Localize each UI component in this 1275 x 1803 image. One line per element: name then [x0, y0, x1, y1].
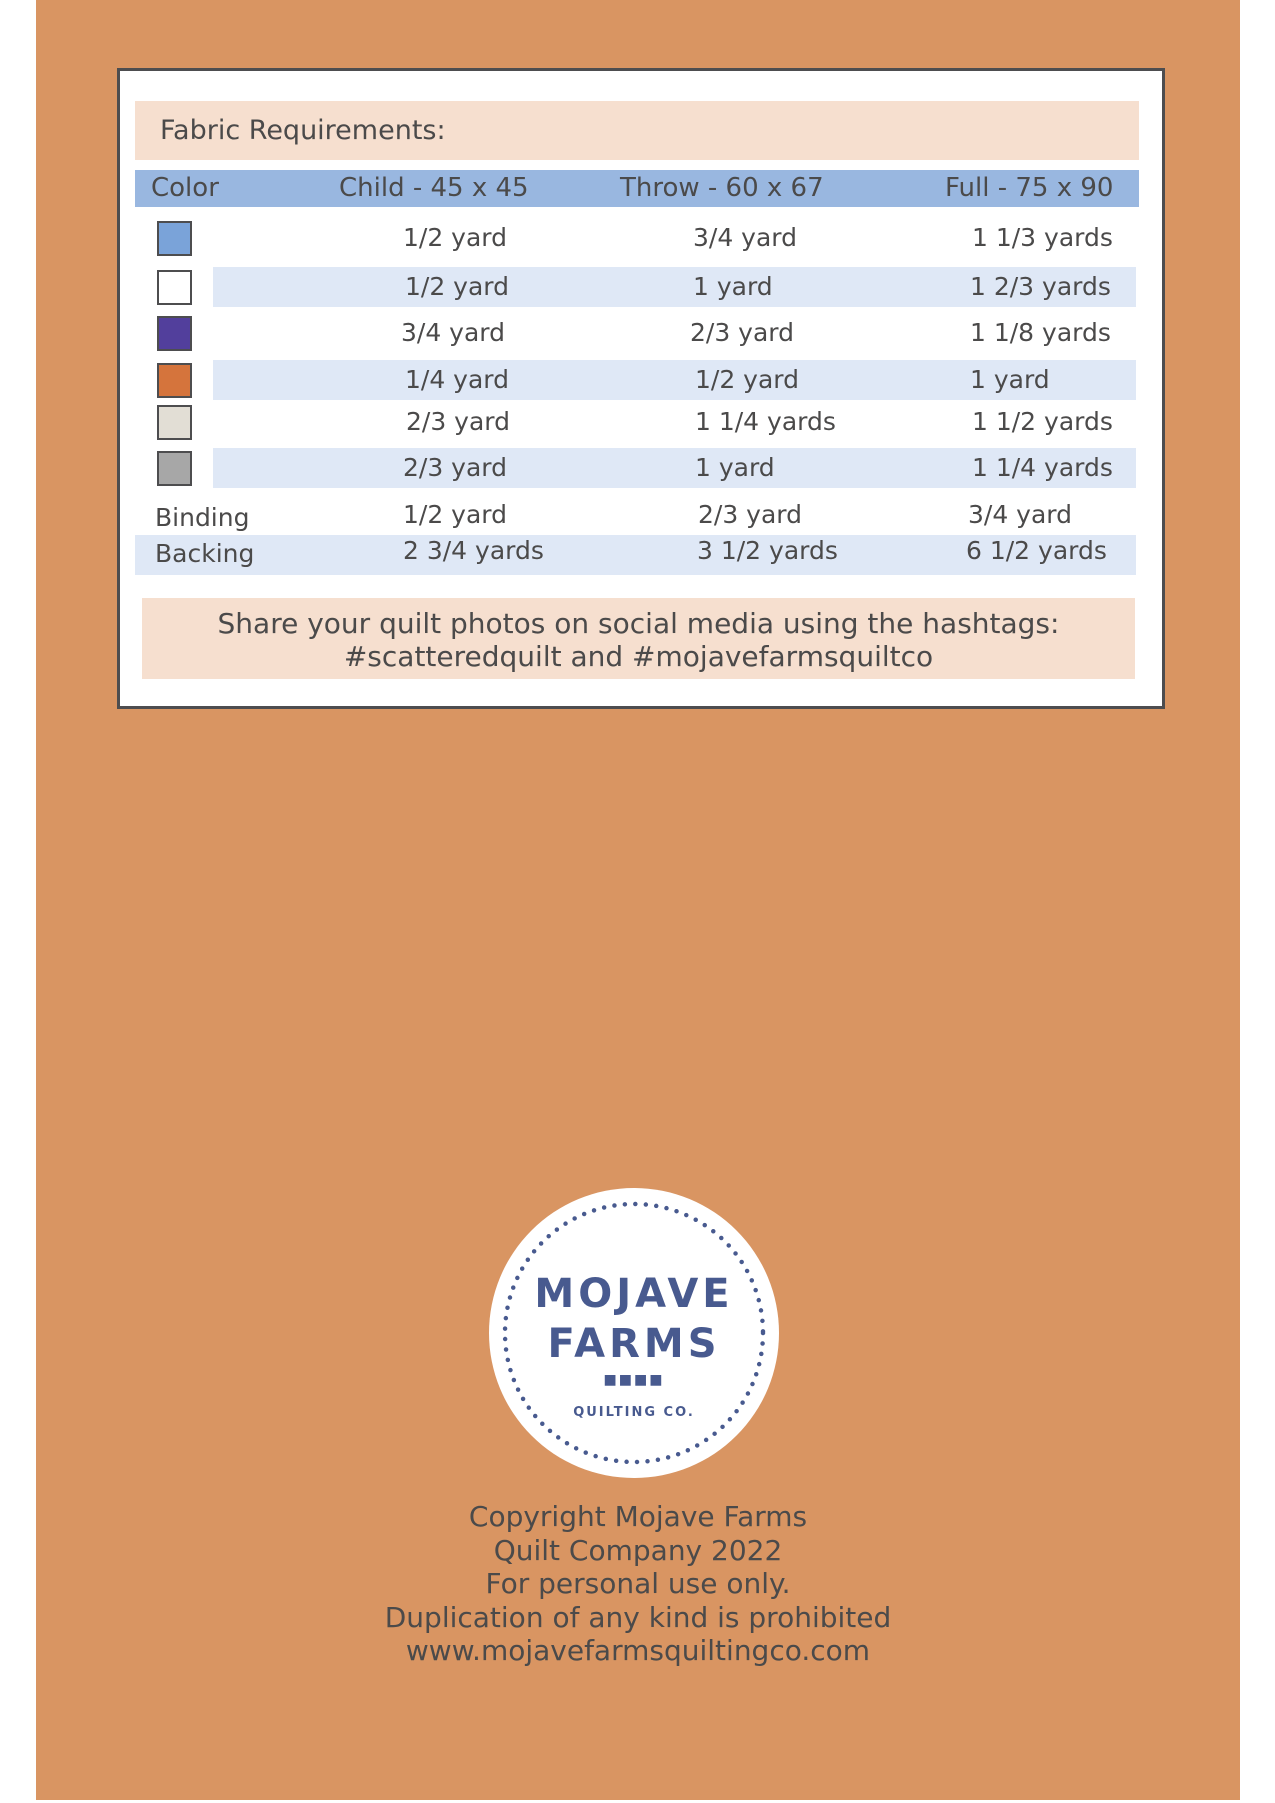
logo-line-mojave: MOJAVE: [534, 1271, 734, 1317]
website-link[interactable]: www.mojavefarmsquiltingco.com: [405, 1634, 871, 1667]
full-cell: 1 1/4 yards: [972, 453, 1113, 482]
child-cell: 1/2 yard: [403, 223, 508, 252]
child-cell: 2/3 yard: [406, 407, 511, 436]
table-row: [120, 360, 1162, 400]
child-cell: 1/4 yard: [405, 365, 510, 394]
table-row: [120, 495, 1162, 535]
color-swatch: [157, 270, 192, 305]
share-hashtags-box: [142, 598, 1135, 679]
footer-line: Quilt Company 2022: [493, 1533, 783, 1567]
throw-cell: 2/3 yard: [698, 500, 803, 529]
full-cell: 1 yard: [970, 365, 1050, 394]
child-cell: 2/3 yard: [403, 453, 508, 482]
color-swatch: [157, 363, 192, 398]
table-row: [120, 267, 1162, 307]
table-row: [120, 448, 1162, 488]
throw-cell: 2/3 yard: [690, 318, 795, 347]
full-cell: 3/4 yard: [968, 500, 1073, 529]
color-swatch: [157, 316, 192, 351]
hashtags-line: #scatteredquilt and #mojavefarmsquiltco: [343, 640, 934, 673]
table-header: [135, 170, 1139, 207]
table-row: [120, 402, 1162, 442]
header-full: Full - 75 x 90: [945, 173, 1114, 203]
throw-cell: 1/2 yard: [695, 365, 800, 394]
footer-line: Copyright Mojave Farms: [468, 1500, 808, 1533]
header-throw: Throw - 60 x 67: [620, 173, 824, 203]
title-band: [135, 101, 1139, 160]
throw-cell: 3 1/2 yards: [697, 536, 838, 565]
table-row: [120, 218, 1162, 258]
backing-label: Backing: [155, 539, 255, 568]
throw-cell: 1 yard: [695, 453, 775, 482]
color-swatch: [157, 451, 192, 486]
full-cell: 1 1/8 yards: [970, 318, 1111, 347]
throw-cell: 1 1/4 yards: [695, 407, 836, 436]
throw-cell: 1 yard: [693, 272, 773, 301]
fabric-requirements-card: [117, 68, 1165, 709]
header-child: Child - 45 x 45: [339, 173, 529, 203]
header-color: Color: [151, 173, 219, 203]
footer-line: Duplication of any kind is prohibited: [384, 1600, 892, 1634]
share-line: Share your quilt photos on social media using the hashtags:: [217, 607, 1060, 640]
child-cell: 2 3/4 yards: [403, 536, 544, 565]
full-cell: 1 1/2 yards: [972, 407, 1113, 436]
logo-subtitle: QUILTING CO.: [573, 1405, 695, 1420]
logo-line-farms: FARMS: [547, 1321, 721, 1367]
full-cell: 6 1/2 yards: [966, 536, 1107, 565]
fabric-requirements-title: Fabric Requirements:: [160, 115, 446, 146]
full-cell: 1 1/3 yards: [972, 223, 1113, 252]
child-cell: 3/4 yard: [401, 318, 506, 347]
logo-dots-icon: ■■■■: [603, 1372, 665, 1388]
throw-cell: 3/4 yard: [693, 223, 798, 252]
color-swatch: [157, 221, 192, 256]
child-cell: 1/2 yard: [403, 500, 508, 529]
table-row: [120, 313, 1162, 353]
binding-label: Binding: [155, 503, 250, 532]
full-cell: 1 2/3 yards: [970, 272, 1111, 301]
color-swatch: [157, 405, 192, 440]
child-cell: 1/2 yard: [405, 272, 510, 301]
mojave-farms-logo: [489, 1188, 779, 1478]
copyright-footer: [36, 1500, 1240, 1668]
footer-line: For personal use only.: [485, 1567, 791, 1600]
table-row: [120, 535, 1162, 575]
